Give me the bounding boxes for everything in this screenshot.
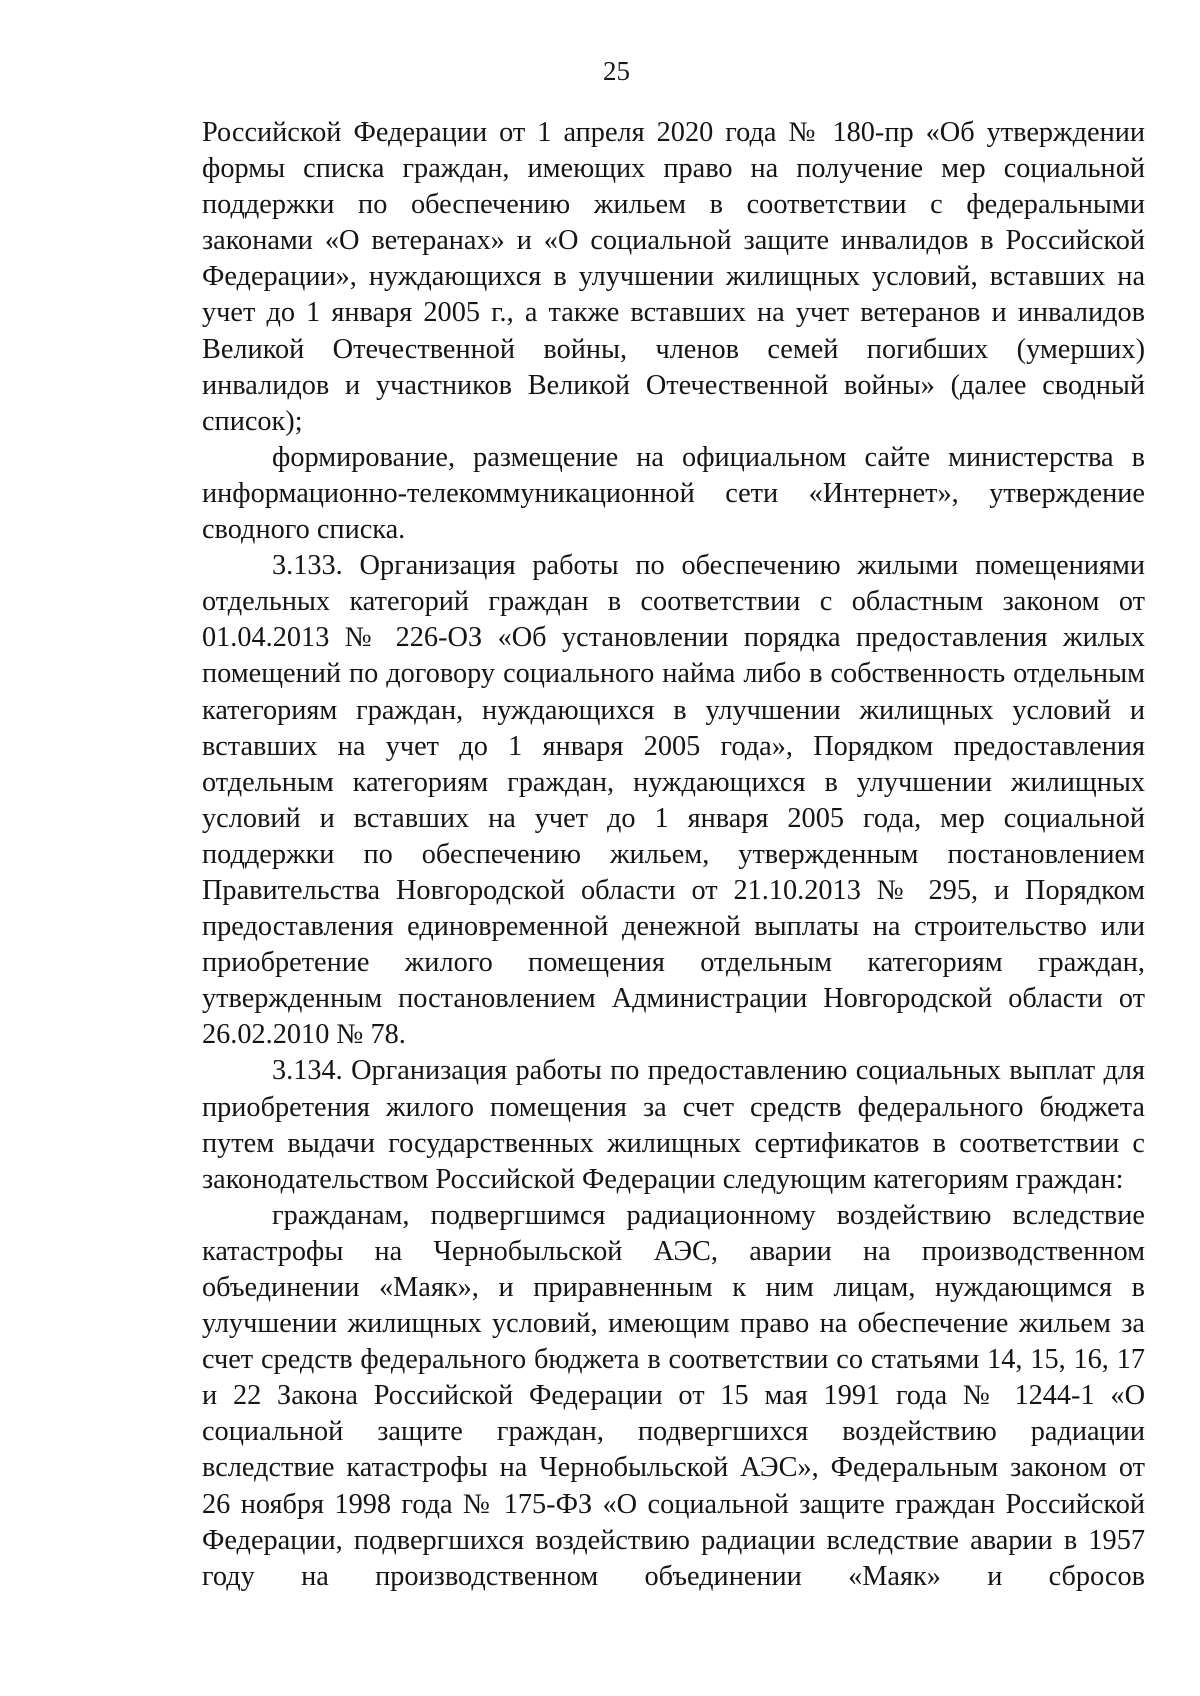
paragraph-radiation-victims: гражданам, подвергшимся радиационному воздействию вследствие катастрофы на Чернобыльской АЭС, аварии на производственном объединении «Маяк», и приравненным к ним лицам, нуждающимся в улучшении жилищных условий, имеющим право на обеспечение жильем за счет средств федерального бюджета в соответствии со статьями 14, 15, 16, 17 и 22 Закона Российской Федерации от 15 мая 1991 года № 1244-1 «О социальной защите граждан, подвергшихся воздействию радиации вследствие катастрофы на Чернобыльской АЭС», Федеральным законом от 26 ноября 1998 года № 175-ФЗ «О социальной защите граждан Российской Федерации, подвергшихся воздействию радиации вследствие аварии в 1957 году на производственном объединении «Маяк» и сбросов	[202, 1199, 1145, 1592]
paragraph-3-134: 3.134. Организация работы по предоставлению социальных выплат для приобретения жилого помещения за счет средств федерального бюджета путем выдачи государственных жилищных сертификатов в соответствии с законодательством Российской Федерации следующим категориям граждан:	[202, 1055, 1145, 1195]
paragraph-3-133: 3.133. Организация работы по обеспечению жилыми помещениями отдельных категорий граждан в соответствии с областным законом от 01.04.2013 № 226-ОЗ «Об установлении порядка предоставления жилых помещений по договору социального найма либо в собственность отдельным категориям граждан, нуждающихся в улучшении жилищных условий и вставших на учет до 1 января 2005 года», Порядком предоставления отдельным категориям граждан, нуждающихся в улучшении жилищных условий и вставших на учет до 1 января 2005 года, мер социальной поддержки по обеспечению жильем, утвержденным постановлением Правительства Новгородской области от 21.10.2013 № 295, и Порядком предоставления единовременной денежной выплаты на строительство или приобретение жилого помещения отдельным категориям граждан, утвержденным постановлением Администрации Новгородской области от 26.02.2010 № 78.	[202, 550, 1145, 1051]
page-number: 25	[603, 56, 630, 86]
paragraph-federal-list-form: Российской Федерации от 1 апреля 2020 года № 180-пр «Об утверждении формы списка граждан, имеющих право на получение мер социальной поддержки по обеспечению жильем в соответствии с федеральными законами «О ветеранах» и «О социальной защите инвалидов в Российской Федерации», нуждающихся в улучшении жилищных условий, вставших на учет до 1 января 2005 г., а также вставших на учет ветеранов и инвалидов Великой Отечественной войны, членов семей погибших (умерших) инвалидов и участников Великой Отечественной войны» (далее сводный список);	[202, 117, 1145, 437]
document-body	[202, 115, 1145, 1595]
paragraph-list-publication: формирование, размещение на официальном сайте министерства в информационно-телекоммуникационной сети «Интернет», утверждение сводного списка.	[202, 441, 1145, 546]
